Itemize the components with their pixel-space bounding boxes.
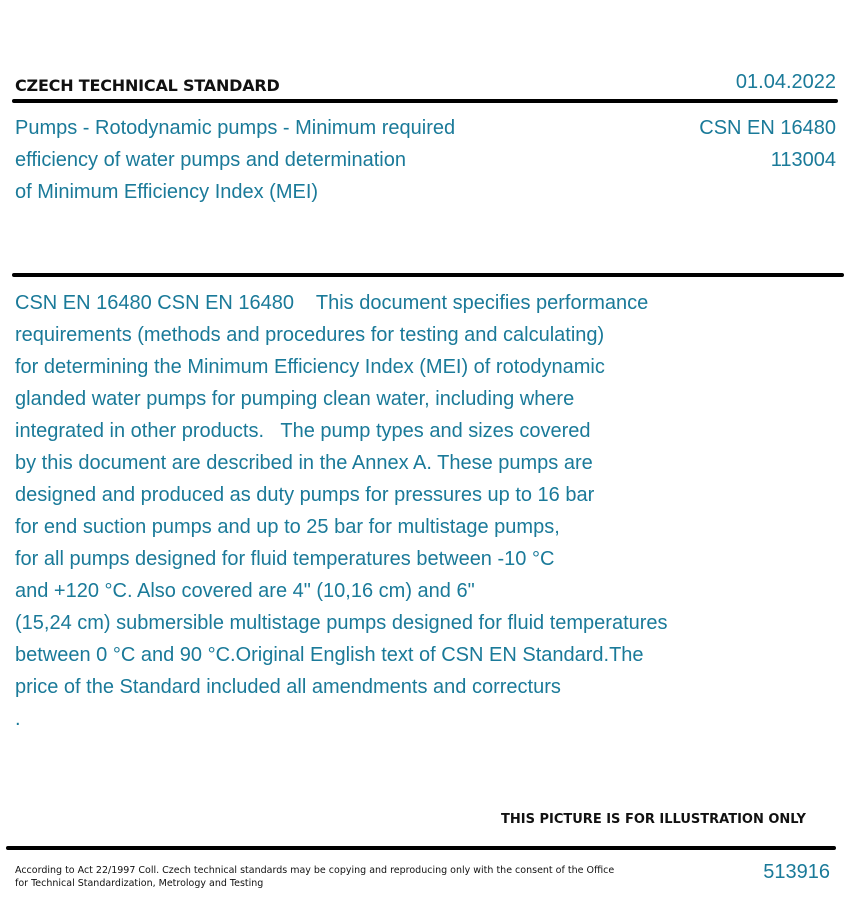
abstract-line: for determining the Minimum Efficiency Index (MEI) of rotodynamic — [15, 356, 605, 378]
class-number: 113004 — [770, 149, 836, 171]
publication-date: 01.04.2022 — [735, 71, 836, 93]
title-line-1: Pumps - Rotodynamic pumps - Minimum required — [15, 117, 456, 139]
title-line-2: efficiency of water pumps and determination — [15, 149, 406, 171]
abstract-line: between 0 °C and 90 °C.Original English text of CSN EN Standard.The — [15, 644, 644, 666]
abstract-line: (15,24 cm) submersible multistage pumps designed for fluid temperatures — [15, 612, 668, 634]
abstract-line: for end suction pumps and up to 25 bar for multistage pumps, — [15, 516, 560, 538]
abstract-line: integrated in other products. The pump types and sizes covered — [15, 420, 591, 442]
abstract-line: by this document are described in the Annex A. These pumps are — [15, 452, 593, 474]
abstract-line: glanded water pumps for pumping clean water, including where — [15, 388, 575, 410]
standard-code: CSN EN 16480 — [699, 117, 836, 139]
abstract-line: requirements (methods and procedures for testing and calculating) — [15, 324, 605, 346]
legal-notice — [15, 864, 615, 890]
abstract-line: . — [15, 708, 21, 730]
header-divider — [12, 99, 838, 103]
legal-notice-line-2: for Technical Standardization, Metrology and Testing — [15, 878, 264, 889]
document-number: 513916 — [763, 861, 830, 883]
title-line-3: of Minimum Efficiency Index (MEI) — [15, 181, 319, 203]
footer-divider — [6, 846, 836, 850]
title-divider — [12, 273, 844, 277]
abstract-line: CSN EN 16480 CSN EN 16480 This document specifies performance — [15, 292, 649, 314]
abstract-line: for all pumps designed for fluid temperatures between -10 °C — [15, 548, 555, 570]
abstract-line: and +120 °C. Also covered are 4" (10,16 cm) and 6" — [15, 580, 475, 602]
legal-notice-line-1: According to Act 22/1997 Coll. Czech technical standards may be copying and reproducing only with the consent of the Office — [15, 865, 615, 876]
abstract-line: designed and produced as duty pumps for pressures up to 16 bar — [15, 484, 595, 506]
standard-type-label: CZECH TECHNICAL STANDARD — [15, 76, 280, 95]
abstract-line: price of the Standard included all amendments and correcturs — [15, 676, 561, 698]
illustration-disclaimer: THIS PICTURE IS FOR ILLUSTRATION ONLY — [501, 812, 806, 827]
